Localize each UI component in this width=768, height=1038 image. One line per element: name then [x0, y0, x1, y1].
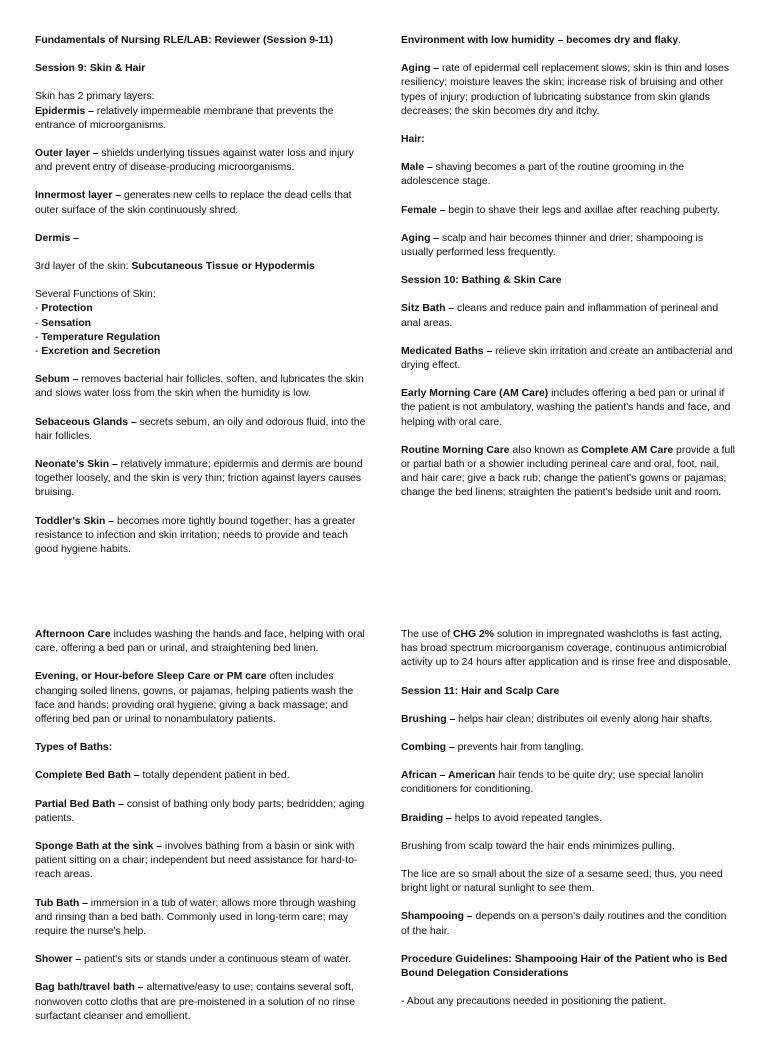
types-of-baths-heading: Types of Baths: [35, 742, 113, 754]
aging-hair-paragraph: Aging – scalp and hair becomes thinner and drier; shampooing is usually performed less frequently. [401, 232, 704, 259]
medicated-baths-paragraph: Medicated Baths – relieve skin irritation and create an antibacterial and drying effect. [401, 345, 733, 372]
dermis-heading: Dermis – [35, 232, 79, 244]
epidermis-term: Epidermis – [35, 105, 94, 117]
tub-bath-paragraph: Tub Bath – immersion in a tub of water; allows more through washing and rinsing than a bed bath. Commonly used in long-term care; may require the nurse's help. [35, 897, 356, 938]
top-right-section [401, 34, 737, 515]
brushing-paragraph: Brushing – helps hair clean; distributes oil evenly along hair shafts. [401, 713, 713, 725]
aging-skin-paragraph: Aging – rate of epidermal cell replacement slows; skin is thin and loses resiliency; moisture leaves the skin; increase risk of bruising and other types of injury; production of lubricating substance from skin glands decreases; the skin becomes dry and itchy. [401, 63, 730, 117]
top-left-section [35, 34, 370, 571]
bag-bath-paragraph: Bag bath/travel bath – alternative/easy to use; contains several soft, nonwoven cotto cloths that are pre-moistened in a solution of no rinse surfactant cleanser and emollient. [35, 982, 355, 1022]
braiding-paragraph: Braiding – helps to avoid repeated tangles. [401, 812, 603, 824]
lice-paragraph: The lice are so small about the size of a sesame seed; thus, you need bright light or natural sunlight to see them. [401, 869, 723, 895]
neonate-paragraph: Neonate's Skin – relatively immature; epidermis and dermis are bound together loosely, and the skin is very thin; friction against layers causes bruising. [35, 459, 363, 499]
list-item: - Sensation [35, 317, 92, 329]
male-paragraph: Male – shaving becomes a part of the routine grooming in the adolescence stage. [401, 162, 685, 188]
environment-paragraph: Environment with low humidity – becomes dry and flaky. [401, 35, 682, 46]
skin-functions-list [35, 288, 370, 359]
layers-intro: Skin has 2 primary layers: [35, 91, 155, 103]
sponge-bath-paragraph: Sponge Bath at the sink – involves bathing from a basin or sink with patient sitting on a chair; independent but need assistance for hard-to-reach areas. [35, 841, 358, 881]
sitz-bath-paragraph: Sitz Bath – cleans and reduce pain and inflammation of perineal and anal areas. [401, 303, 719, 329]
female-paragraph: Female – begin to shave their legs and axillae after reaching puberty. [401, 204, 720, 216]
am-care-paragraph: Early Morning Care (AM Care) includes offering a bed pan or urinal if the patient is not ambulatory, washing the patient's hands and face, and helping with oral care. [401, 388, 731, 428]
functions-intro: Several Functions of Skin: [35, 289, 156, 301]
brushing-scalp-paragraph: Brushing from scalp toward the hair ends minimizes pulling. [401, 840, 675, 852]
complete-bed-bath-paragraph: Complete Bed Bath – totally dependent patient in bed. [35, 770, 290, 782]
third-layer-paragraph: 3rd layer of the skin: Subcutaneous Tissue or Hypodermis [35, 261, 315, 273]
bottom-left-section [35, 628, 370, 1038]
sebaceous-paragraph: Sebaceous Glands – secrets sebum, an oily and odorous fluid, into the hair follicles. [35, 416, 366, 442]
shower-paragraph: Shower – patient's sits or stands under a continuous steam of water. [35, 954, 352, 966]
list-item: - Temperature Regulation [35, 331, 161, 343]
evening-care-paragraph: Evening, or Hour-before Sleep Care or PM care often includes changing soiled linens, gowns, or pajamas, helping patients wash the face and hands; providing oral hygiene; giving a back massage; and offering bed pan or urinal to nonambulatory patients. [35, 671, 354, 726]
bottom-right-section [401, 628, 737, 1023]
afternoon-care-paragraph: Afternoon Care includes washing the hands and face, helping with oral care, offering a bed pan or urinal, and straightening bed linen. [35, 629, 365, 655]
hair-heading: Hair: [401, 134, 425, 146]
shampooing-paragraph: Shampooing – depends on a person's daily routines and the condition of the hair. [401, 911, 727, 937]
outer-layer-paragraph: Outer layer – shields underlying tissues against water loss and injury and prevent entry of disease-producing microorganisms. [35, 148, 354, 174]
combing-paragraph: Combing – prevents hair from tangling. [401, 742, 584, 754]
chg-paragraph: The use of CHG 2% solution in impregnated washcloths is fast acting, has broad spectrum microorganism coverage, continuous antimicrobial activity up to 24 hours after application and is rinse free and disposable. [401, 629, 731, 669]
procedure-heading: Procedure Guidelines: Shampooing Hair of the Patient who is Bed Bound Delegation Considerations [401, 953, 728, 980]
african-american-paragraph: African – American hair tends to be quite dry; use special lanolin conditioners for conditioning. [401, 770, 704, 796]
sebum-paragraph: Sebum – removes bacterial hair follicles, soften, and lubricates the skin and slows water loss from the skin when the humidity is low. [35, 374, 364, 400]
innermost-layer-paragraph: Innermost layer – generates new cells to replace the dead cells that outer surface of the skin continuously shred. [35, 190, 352, 216]
routine-morning-care-paragraph: Routine Morning Care also known as Complete AM Care provide a full or partial bath or a showier including perineal care and oral, foot, nail, and hair care; give a back rub; change the patient's gowns or pajamas; change the bed linens; straighten the patient's bedside unit and room. [401, 444, 735, 499]
session-11-heading: Session 11: Hair and Scalp Care [401, 685, 560, 697]
list-item: - Excretion and Secretion [35, 346, 161, 358]
session-10-heading: Session 10: Bathing & Skin Care [401, 275, 562, 287]
session-9-heading: Session 9: Skin & Hair [35, 63, 146, 75]
precautions-paragraph: - About any precautions needed in positioning the patient. [401, 996, 666, 1008]
toddler-paragraph: Toddler's Skin – becomes more tightly bound together; has a greater resistance to infection and skin irritation; needs to provide and teach good hygiene habits. [35, 515, 356, 556]
document-title: Fundamentals of Nursing RLE/LAB: Reviewer (Session 9-11) [35, 35, 333, 46]
epidermis-text: relatively impermeable membrane that prevents the entrance of microorganisms. [35, 105, 334, 131]
list-item: - Protection [35, 303, 93, 315]
partial-bed-bath-paragraph: Partial Bed Bath – consist of bathing only body parts; bedridden; aging patients. [35, 798, 365, 824]
skin-layers-paragraph [35, 90, 370, 133]
